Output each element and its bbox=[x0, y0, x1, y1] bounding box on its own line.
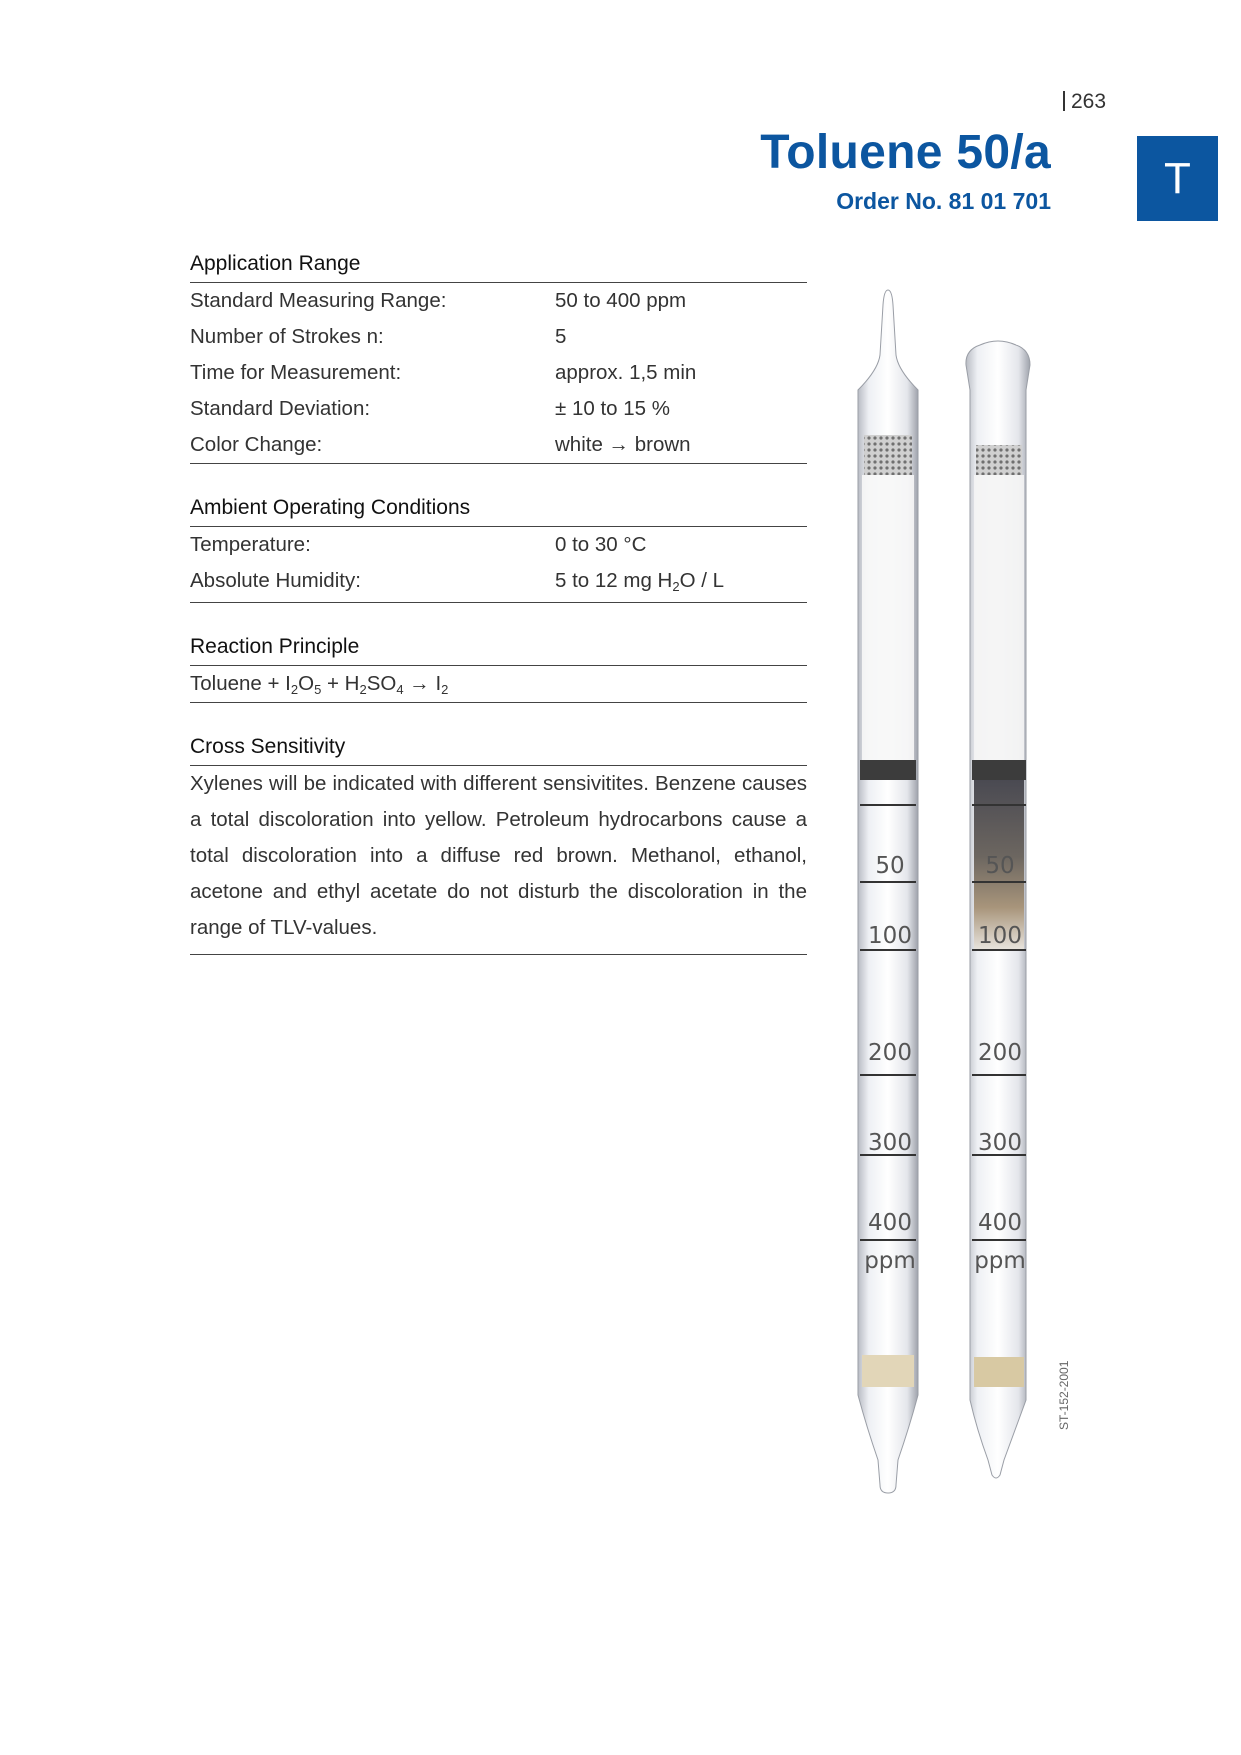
section-heading: Application Range bbox=[190, 246, 807, 283]
row-label: Absolute Humidity: bbox=[190, 569, 361, 592]
row-label: Time for Measurement: bbox=[190, 361, 402, 384]
page-number: 263 bbox=[1063, 90, 1106, 114]
row-label: Standard Measuring Range: bbox=[190, 289, 447, 312]
equation-text: Toluene + $I_2O_5 + H_2SO_4 \to I_2$ bbox=[190, 672, 449, 697]
table-row bbox=[190, 527, 807, 563]
ambient-conditions-table bbox=[190, 527, 807, 603]
ambient-conditions-section bbox=[190, 490, 807, 603]
scale-label: 100 bbox=[868, 923, 912, 949]
row-label: Color Change: bbox=[190, 433, 323, 456]
scale-label: 200 bbox=[868, 1040, 912, 1066]
row-value: 5 bbox=[555, 325, 567, 348]
row-value: 0 to 30 °C bbox=[555, 533, 647, 556]
order-number: Order No. 81 01 701 bbox=[836, 188, 1051, 214]
page-title: Toluene 50/a bbox=[760, 126, 1051, 179]
section-heading: Cross Sensitivity bbox=[190, 729, 807, 766]
scale-label: 300 bbox=[868, 1130, 912, 1156]
application-range-section bbox=[190, 246, 807, 464]
image-caption: ST-152-2001 bbox=[1057, 1360, 1071, 1430]
detector-tubes-illustration bbox=[830, 285, 1070, 1515]
scale-label: 50 bbox=[985, 853, 1015, 879]
row-value: white → brown bbox=[555, 433, 691, 456]
row-label: Temperature: bbox=[190, 533, 311, 556]
reaction-principle-section bbox=[190, 629, 807, 703]
scale-label: ppm bbox=[864, 1248, 916, 1274]
scale-label: ppm bbox=[974, 1248, 1026, 1274]
row-label: Number of Strokes n: bbox=[190, 325, 384, 348]
table-row bbox=[190, 391, 807, 427]
spec-content bbox=[190, 246, 807, 981]
reaction-equation bbox=[190, 666, 807, 703]
row-value: approx. 1,5 min bbox=[555, 361, 697, 384]
section-tab-letter[interactable]: T bbox=[1137, 136, 1218, 221]
row-label: Standard Deviation: bbox=[190, 397, 371, 420]
detector-tubes-image bbox=[830, 285, 1070, 1515]
scale-label: 100 bbox=[978, 923, 1022, 949]
equation-row bbox=[190, 666, 807, 702]
table-row bbox=[190, 563, 807, 599]
section-heading: Reaction Principle bbox=[190, 629, 807, 666]
cross-sensitivity-section bbox=[190, 729, 807, 955]
exposed-tube bbox=[966, 341, 1030, 1478]
application-range-table bbox=[190, 283, 807, 464]
cross-sensitivity-text: Xylenes will be indicated with different sensivitites. Benzene causes a total discoloration into yellow. Petroleum hydrocarbons cause a total discoloration into a diffuse red brown. Methanol, ethanol, acetone and ethyl acetate do not disturb the discoloration in the range of TLV-values. bbox=[190, 766, 807, 955]
table-row bbox=[190, 355, 807, 391]
scale-label: 50 bbox=[875, 853, 905, 879]
table-row bbox=[190, 283, 807, 319]
row-value: 50 to 400 ppm bbox=[555, 289, 687, 312]
table-row bbox=[190, 427, 807, 463]
row-value: 5 to 12 mg $H_2O$ / L bbox=[555, 569, 725, 594]
section-heading: Ambient Operating Conditions bbox=[190, 490, 807, 527]
scale-label: 300 bbox=[978, 1130, 1022, 1156]
scale-label: 400 bbox=[978, 1210, 1022, 1236]
table-row bbox=[190, 319, 807, 355]
scale-label: 200 bbox=[978, 1040, 1022, 1066]
reference-tube bbox=[858, 290, 918, 1493]
scale-label: 400 bbox=[868, 1210, 912, 1236]
row-value: ± 10 to 15 % bbox=[555, 397, 670, 420]
